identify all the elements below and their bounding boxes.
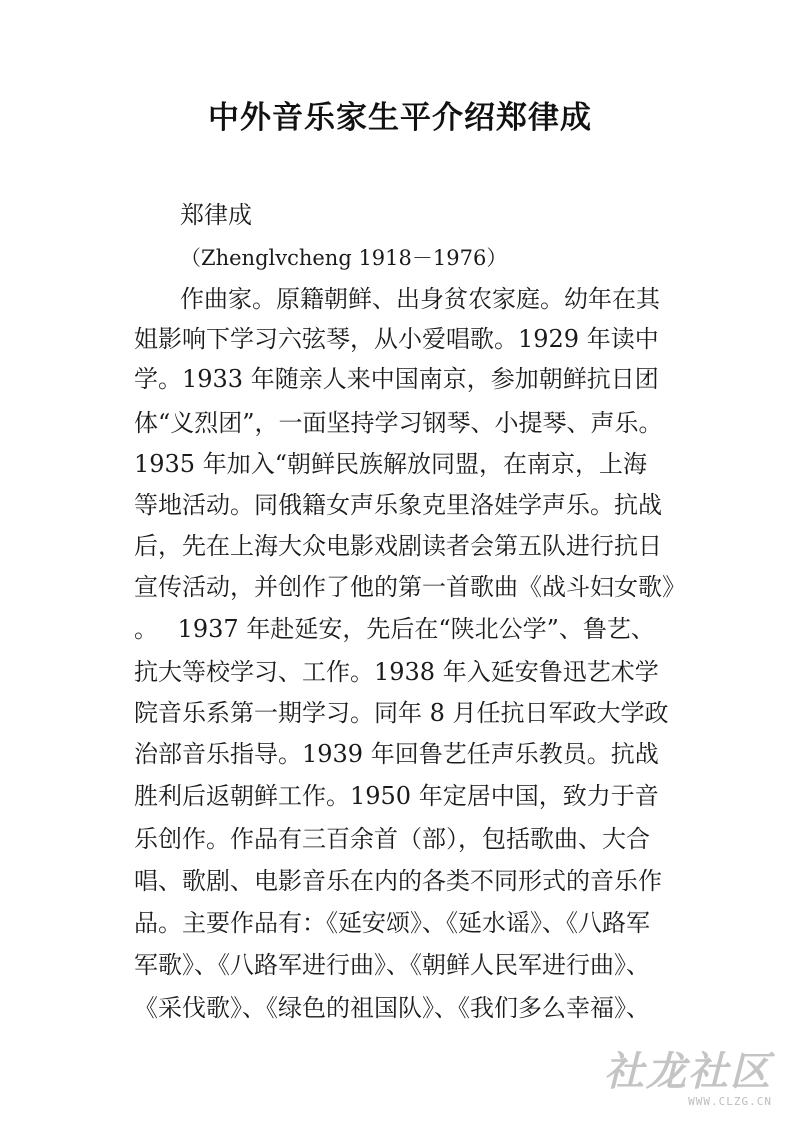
body-line: 《采伐歌》、《绿色的祖国队》、《我们多么幸福》、 [134, 994, 650, 1022]
body-line: 军歌》、《八路军进行曲》、《朝鲜人民军进行曲》、 [134, 951, 650, 979]
body-line: 体“义烈团”，一面坚持学习钢琴、小提琴、声乐。 [134, 409, 663, 437]
body-line: 抗大等校学习、工作。1938 年入延安鲁迅艺术学 [134, 658, 659, 686]
body-line: 后，先在上海大众电影戏剧读者会第五队进行抗日 [134, 532, 662, 560]
body-line: 乐创作。作品有三百余首（部），包括歌曲、大合 [134, 825, 650, 853]
watermark-url: WWW.CLZG.CN [688, 1095, 772, 1108]
person-name: 郑律成 [180, 201, 252, 229]
body-line: 唱、歌剧、电影音乐在内的各类不同形式的音乐作 [134, 867, 662, 895]
body-line: 胜利后返朝鲜工作。1950 年定居中国，致力于音 [134, 782, 659, 810]
body-line: 作曲家。原籍朝鲜、出身贫农家庭。幼年在其 [180, 285, 660, 313]
body-line: 学。1933 年随亲人来中国南京，参加朝鲜抗日团 [134, 365, 659, 393]
watermark-text: 社龙社区 [604, 1048, 772, 1095]
body-line: 宣传活动，并创作了他的第一首歌曲《战斗妇女歌》 [134, 573, 686, 601]
body-line: 等地活动。同俄籍女声乐象克里洛娃学声乐。抗战 [134, 491, 662, 519]
person-romanized-name: （Zhenglvcheng 1918－1976） [180, 246, 508, 270]
page-title: 中外音乐家生平介绍郑律成 [208, 100, 592, 136]
body-line: 品。主要作品有：《延安颂》、《延水谣》、《八路军 [134, 909, 650, 937]
body-line: 治部音乐指导。1939 年回鲁艺任声乐教员。抗战 [134, 740, 659, 768]
body-line: 1935 年加入“朝鲜民族解放同盟，在南京，上海 [134, 450, 647, 478]
watermark-logo [602, 1048, 772, 1111]
body-line: 姐影响下学习六弦琴，从小爱唱歌。1929 年读中 [134, 325, 659, 353]
body-line: 。 1937 年赴延安，先后在“陕北公学”、鲁艺、 [134, 615, 655, 643]
body-line: 院音乐系第一期学习。同年 8 月任抗日军政大学政 [134, 699, 669, 727]
